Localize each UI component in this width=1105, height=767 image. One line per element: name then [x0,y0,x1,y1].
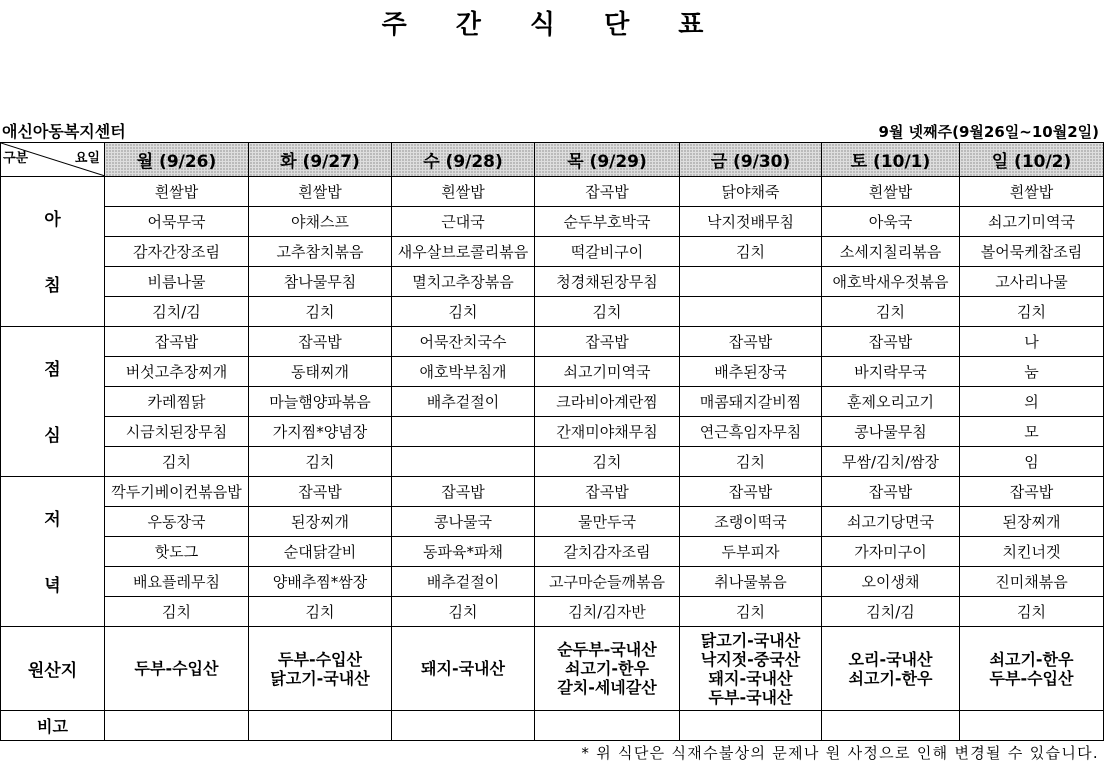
menu-item: 동파육*파채 [392,537,535,567]
menu-item: 고구마순들깨볶음 [535,567,680,597]
weekly-menu-table [0,142,1104,741]
menu-item: 김치 [249,297,392,327]
menu-item: 바지락무국 [822,357,960,387]
note-cell [535,711,680,741]
origin-label: 원산지 [1,627,105,711]
menu-item: 순두부호박국 [535,207,680,237]
day-header: 화 (9/27) [249,143,392,177]
menu-item: 잡곡밥 [249,477,392,507]
menu-item: 연근흑임자무침 [680,417,822,447]
meal-label-char: 점 [44,360,61,380]
menu-item: 잡곡밥 [105,327,249,357]
menu-item: 김치/김 [105,297,249,327]
menu-item: 동태찌개 [249,357,392,387]
day-header: 월 (9/26) [105,143,249,177]
menu-item: 김치 [960,597,1104,627]
menu-item [392,417,535,447]
meal-row [1,537,1104,567]
meal-row [1,237,1104,267]
menu-item: 콩나물무침 [822,417,960,447]
menu-item: 나 [960,327,1104,357]
menu-item: 쇠고기당면국 [822,507,960,537]
day-header: 금 (9/30) [680,143,822,177]
meal-label-char: 심 [44,426,61,446]
meal-label-char: 침 [44,276,61,296]
origin-line: 두부-수입산 [134,659,219,678]
menu-item: 잡곡밥 [680,477,822,507]
note-row [1,711,1104,741]
menu-item: 청경채된장무침 [535,267,680,297]
origin-line: 쇠고기-한우 [989,649,1074,669]
menu-item: 잡곡밥 [249,327,392,357]
origin-line: 돼지-국내산 [421,659,505,678]
menu-item: 잡곡밥 [392,477,535,507]
menu-item: 크라비아계란찜 [535,387,680,417]
origin-row [1,627,1104,711]
menu-item: 양배추찜*쌈장 [249,567,392,597]
origin-cell [822,627,960,711]
meal-row [1,387,1104,417]
origin-cell [249,627,392,711]
menu-item: 소세지칠리볶음 [822,237,960,267]
menu-item: 참나물무침 [249,267,392,297]
menu-item: 간재미야채무침 [535,417,680,447]
day-header: 토 (10/1) [822,143,960,177]
origin-line: 낙지젓-중국산 [700,649,801,669]
page-title: 주 간 식 단 표 [381,10,724,40]
origin-line: 쇠고기-한우 [565,659,649,678]
origin-cell [960,627,1104,711]
meal-row [1,327,1104,357]
menu-item: 잡곡밥 [822,327,960,357]
menu-item: 아욱국 [822,207,960,237]
menu-item: 근대국 [392,207,535,237]
menu-item: 야채스프 [249,207,392,237]
menu-item: 김치 [960,297,1104,327]
menu-item: 김치 [249,597,392,627]
footnote: * 위 식단은 식재수불상의 문제나 원 사정으로 인해 변경될 수 있습니다. [581,744,1099,762]
menu-item: 멸치고추장볶음 [392,267,535,297]
meal-label-char: 녁 [44,576,61,596]
meal-label-char: 아 [44,210,61,230]
corner-label-category: 구분 [3,151,29,166]
menu-item: 진미채볶음 [960,567,1104,597]
menu-item: 김치 [392,597,535,627]
menu-item: 가자미구이 [822,537,960,567]
menu-item: 시금치된장무침 [105,417,249,447]
note-label: 비고 [1,711,105,741]
menu-item: 쇠고기미역국 [535,357,680,387]
menu-item: 애호박부침개 [392,357,535,387]
menu-item: 김치 [249,447,392,477]
day-header: 수 (9/28) [392,143,535,177]
menu-item: 가지찜*양념장 [249,417,392,447]
origin-line: 닭고기-국내산 [270,668,370,688]
note-cell [960,711,1104,741]
menu-item: 흰쌀밥 [822,177,960,207]
menu-item: 카레찜닭 [105,387,249,417]
menu-item: 흰쌀밥 [960,177,1104,207]
menu-item: 잡곡밥 [535,177,680,207]
menu-item: 김치/김자반 [535,597,680,627]
origin-line: 두부-수입산 [278,649,362,669]
menu-item: 김치 [105,597,249,627]
day-header: 목 (9/29) [535,143,680,177]
meal-label [1,327,105,477]
menu-item: 잡곡밥 [535,477,680,507]
menu-item: 김치 [535,297,680,327]
menu-item: 새우살브로콜리볶음 [392,237,535,267]
origin-cell [392,627,535,711]
origin-line: 돼지-국내산 [708,668,793,688]
organization-name: 애신아동복지센터 [2,122,126,141]
menu-item: 김치 [680,237,822,267]
origin-line: 갈치-세네갈산 [557,678,657,697]
menu-item: 고추참치볶음 [249,237,392,267]
menu-item [392,447,535,477]
meal-row [1,417,1104,447]
note-cell [105,711,249,741]
origin-line: 순두부-국내산 [557,640,657,659]
menu-item: 흰쌀밥 [392,177,535,207]
meal-row [1,357,1104,387]
menu-item: 낙지젓배무침 [680,207,822,237]
menu-item: 임 [960,447,1104,477]
menu-item: 모 [960,417,1104,447]
menu-item: 취나물볶음 [680,567,822,597]
meal-row [1,567,1104,597]
menu-item: 조랭이떡국 [680,507,822,537]
menu-item: 배추된장국 [680,357,822,387]
menu-item: 흰쌀밥 [249,177,392,207]
menu-item: 된장찌개 [249,507,392,537]
menu-item: 두부피자 [680,537,822,567]
menu-item: 핫도그 [105,537,249,567]
note-cell [392,711,535,741]
meal-row [1,267,1104,297]
meal-row [1,477,1104,507]
origin-line: 두부-수입산 [989,668,1074,688]
menu-item: 잡곡밥 [960,477,1104,507]
menu-item [680,267,822,297]
menu-item: 오이생채 [822,567,960,597]
menu-item: 콩나물국 [392,507,535,537]
meal-row [1,447,1104,477]
menu-item: 닭야채죽 [680,177,822,207]
menu-item: 감자간장조림 [105,237,249,267]
origin-cell [680,627,822,711]
menu-item: 깍두기베이컨볶음밥 [105,477,249,507]
menu-item: 의 [960,387,1104,417]
meal-row [1,297,1104,327]
menu-item: 김치/김 [822,597,960,627]
menu-item: 김치 [680,447,822,477]
menu-item: 김치 [535,447,680,477]
menu-item: 치킨너겟 [960,537,1104,567]
meal-row [1,177,1104,207]
menu-item: 무쌈/김치/쌈장 [822,447,960,477]
meal-label-char: 저 [44,510,61,530]
menu-item: 잡곡밥 [535,327,680,357]
menu-item: 애호박새우젓볶음 [822,267,960,297]
menu-item: 배추겉절이 [392,387,535,417]
origin-line: 두부-국내산 [708,687,793,707]
menu-item: 비름나물 [105,267,249,297]
origin-cell [535,627,680,711]
day-header: 일 (10/2) [960,143,1104,177]
meal-row [1,597,1104,627]
meal-label [1,177,105,327]
menu-item [680,297,822,327]
note-cell [249,711,392,741]
menu-item: 우동장국 [105,507,249,537]
menu-item: 버섯고추장찌개 [105,357,249,387]
menu-item: 볼어묵케찹조림 [960,237,1104,267]
corner-label-day: 요일 [74,151,100,166]
menu-item: 고사리나물 [960,267,1104,297]
menu-item: 김치 [105,447,249,477]
menu-item: 쇠고기미역국 [960,207,1104,237]
menu-item: 김치 [680,597,822,627]
menu-item: 순대닭갈비 [249,537,392,567]
week-range: 9월 넷째주(9월26일~10월2일) [878,123,1099,141]
origin-line: 쇠고기-한우 [848,668,933,688]
menu-item: 갈치감자조림 [535,537,680,567]
origin-cell [105,627,249,711]
menu-item: 훈제오리고기 [822,387,960,417]
note-cell [680,711,822,741]
menu-item: 잡곡밥 [822,477,960,507]
meal-label [1,477,105,627]
meal-row [1,507,1104,537]
menu-item: 된장찌개 [960,507,1104,537]
menu-item: 어묵무국 [105,207,249,237]
menu-item: 배추겉절이 [392,567,535,597]
menu-item: 매콤돼지갈비찜 [680,387,822,417]
menu-item: 잡곡밥 [680,327,822,357]
meal-row [1,207,1104,237]
menu-item: 김치 [822,297,960,327]
menu-item: 눔 [960,357,1104,387]
menu-item: 배요플레무침 [105,567,249,597]
header-row [1,143,1104,177]
menu-item: 마늘햄양파볶음 [249,387,392,417]
menu-item: 물만두국 [535,507,680,537]
menu-item: 어묵잔치국수 [392,327,535,357]
note-cell [822,711,960,741]
corner-header [1,143,105,177]
origin-line: 닭고기-국내산 [700,630,801,650]
origin-line: 오리-국내산 [848,649,933,669]
menu-item: 떡갈비구이 [535,237,680,267]
menu-item: 김치 [392,297,535,327]
menu-item: 흰쌀밥 [105,177,249,207]
